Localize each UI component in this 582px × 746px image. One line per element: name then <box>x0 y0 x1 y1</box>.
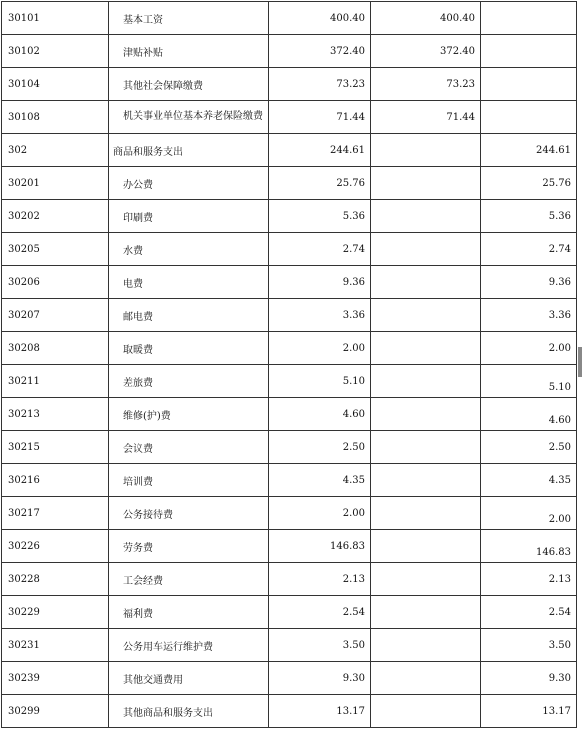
account-name-cell <box>109 134 269 167</box>
project-expenditure-cell <box>481 233 577 266</box>
project-expenditure: 9.30 <box>548 672 571 684</box>
account-name-cell <box>109 167 269 200</box>
project-expenditure: 13.17 <box>542 705 571 717</box>
account-name-cell <box>109 497 269 530</box>
basic-expenditure-cell <box>371 2 481 35</box>
account-code-cell <box>2 530 109 563</box>
table-row <box>2 35 577 68</box>
account-name: 其他商品和服务支出 <box>123 707 213 719</box>
total-amount: 4.60 <box>342 408 365 420</box>
account-name-cell <box>109 200 269 233</box>
account-name: 取暖费 <box>123 344 153 356</box>
account-code-cell <box>2 629 109 662</box>
project-expenditure-cell <box>481 101 577 134</box>
account-code-cell <box>2 299 109 332</box>
basic-expenditure: 400.40 <box>440 12 475 24</box>
basic-expenditure-cell <box>371 695 481 728</box>
table-row <box>2 2 577 35</box>
project-expenditure: 3.50 <box>548 639 571 651</box>
total-amount: 146.83 <box>330 540 365 552</box>
project-expenditure: 2.00 <box>548 342 571 354</box>
account-code-cell <box>2 332 109 365</box>
account-code-cell <box>2 398 109 431</box>
table-row <box>2 167 577 200</box>
account-name-cell <box>109 596 269 629</box>
account-name-cell <box>109 233 269 266</box>
basic-expenditure-cell <box>371 266 481 299</box>
account-name: 其他交通费用 <box>123 674 183 686</box>
total-amount: 13.17 <box>336 705 365 717</box>
account-name: 差旅费 <box>123 377 153 389</box>
total-amount: 71.44 <box>336 111 365 123</box>
table-row <box>2 497 577 530</box>
total-amount-cell <box>269 101 371 134</box>
account-code-cell <box>2 431 109 464</box>
basic-expenditure-cell <box>371 596 481 629</box>
basic-expenditure-cell <box>371 68 481 101</box>
project-expenditure-cell <box>481 398 577 431</box>
total-amount-cell <box>269 200 371 233</box>
total-amount-cell <box>269 629 371 662</box>
total-amount-cell <box>269 596 371 629</box>
project-expenditure-cell <box>481 695 577 728</box>
project-expenditure-cell <box>481 365 577 398</box>
basic-expenditure-cell <box>371 332 481 365</box>
table-row <box>2 662 577 695</box>
account-name: 福利费 <box>123 608 153 620</box>
account-code: 30208 <box>8 342 40 354</box>
project-expenditure-cell <box>481 662 577 695</box>
account-code: 30108 <box>8 111 40 123</box>
project-expenditure: 2.50 <box>548 441 571 453</box>
account-code: 30239 <box>8 672 40 684</box>
basic-expenditure-cell <box>371 167 481 200</box>
total-amount-cell <box>269 266 371 299</box>
total-amount-cell <box>269 35 371 68</box>
account-name: 劳务费 <box>123 542 153 554</box>
account-name: 邮电费 <box>123 311 153 323</box>
total-amount: 2.74 <box>342 243 365 255</box>
account-name-cell <box>109 662 269 695</box>
project-expenditure: 25.76 <box>542 177 571 189</box>
account-name: 电费 <box>123 278 143 290</box>
account-code: 30231 <box>8 639 40 651</box>
total-amount-cell <box>269 233 371 266</box>
project-expenditure-cell <box>481 68 577 101</box>
account-code: 30207 <box>8 309 40 321</box>
project-expenditure-cell <box>481 299 577 332</box>
project-expenditure-cell <box>481 596 577 629</box>
table-row <box>2 200 577 233</box>
account-name-cell <box>109 629 269 662</box>
basic-expenditure: 372.40 <box>440 45 475 57</box>
account-name: 津贴补贴 <box>123 47 163 59</box>
basic-expenditure-cell <box>371 662 481 695</box>
project-expenditure: 4.60 <box>548 414 571 426</box>
total-amount: 2.13 <box>342 573 365 585</box>
total-amount-cell <box>269 431 371 464</box>
total-amount: 2.50 <box>342 441 365 453</box>
project-expenditure: 2.54 <box>548 606 571 618</box>
account-code-cell <box>2 464 109 497</box>
scroll-marker <box>578 347 582 377</box>
account-name-cell <box>109 530 269 563</box>
account-name: 会议费 <box>123 443 153 455</box>
table-row <box>2 365 577 398</box>
total-amount-cell <box>269 332 371 365</box>
project-expenditure-cell <box>481 167 577 200</box>
account-name-cell <box>109 299 269 332</box>
project-expenditure: 3.36 <box>548 309 571 321</box>
account-code-cell <box>2 266 109 299</box>
account-code: 30213 <box>8 408 40 420</box>
total-amount: 2.00 <box>342 507 365 519</box>
account-code: 30101 <box>8 12 40 24</box>
project-expenditure-cell <box>481 2 577 35</box>
account-code-cell <box>2 101 109 134</box>
account-name-cell <box>109 365 269 398</box>
account-name-cell <box>109 101 269 134</box>
account-code-cell <box>2 497 109 530</box>
budget-expenditure-table <box>1 1 577 728</box>
basic-expenditure-cell <box>371 101 481 134</box>
account-code: 30229 <box>8 606 40 618</box>
total-amount: 372.40 <box>330 45 365 57</box>
account-code: 30102 <box>8 45 40 57</box>
basic-expenditure-cell <box>371 200 481 233</box>
project-expenditure-cell <box>481 266 577 299</box>
table-body <box>2 2 577 728</box>
account-name-cell <box>109 563 269 596</box>
table-row <box>2 596 577 629</box>
project-expenditure-cell <box>481 35 577 68</box>
account-code-cell <box>2 596 109 629</box>
total-amount-cell <box>269 497 371 530</box>
account-name: 其他社会保障缴费 <box>123 80 203 92</box>
basic-expenditure: 71.44 <box>446 111 475 123</box>
total-amount-cell <box>269 530 371 563</box>
basic-expenditure-cell <box>371 398 481 431</box>
account-code: 302 <box>8 144 28 156</box>
project-expenditure-cell <box>481 464 577 497</box>
table-row <box>2 629 577 662</box>
total-amount: 2.00 <box>342 342 365 354</box>
total-amount: 3.50 <box>342 639 365 651</box>
project-expenditure: 9.36 <box>548 276 571 288</box>
account-code: 30226 <box>8 540 40 552</box>
total-amount-cell <box>269 134 371 167</box>
account-name-cell <box>109 332 269 365</box>
table-row <box>2 530 577 563</box>
project-expenditure: 5.10 <box>548 381 571 393</box>
account-code-cell <box>2 68 109 101</box>
basic-expenditure-cell <box>371 233 481 266</box>
total-amount: 400.40 <box>330 12 365 24</box>
account-code: 30228 <box>8 573 40 585</box>
account-code: 30215 <box>8 441 40 453</box>
account-code: 30217 <box>8 507 40 519</box>
total-amount: 2.54 <box>342 606 365 618</box>
project-expenditure-cell <box>481 563 577 596</box>
basic-expenditure-cell <box>371 365 481 398</box>
project-expenditure-cell <box>481 629 577 662</box>
total-amount-cell <box>269 398 371 431</box>
total-amount: 9.30 <box>342 672 365 684</box>
total-amount: 25.76 <box>336 177 365 189</box>
account-code-cell <box>2 2 109 35</box>
account-code: 30104 <box>8 78 40 90</box>
table-row <box>2 332 577 365</box>
total-amount: 9.36 <box>342 276 365 288</box>
account-name: 机关事业单位基本养老保险缴费 <box>123 111 263 122</box>
table-row <box>2 134 577 167</box>
account-name: 基本工资 <box>123 14 163 26</box>
account-code: 30216 <box>8 474 40 486</box>
basic-expenditure-cell <box>371 431 481 464</box>
account-code-cell <box>2 167 109 200</box>
account-code-cell <box>2 662 109 695</box>
account-code-cell <box>2 695 109 728</box>
account-name-cell <box>109 695 269 728</box>
total-amount: 4.35 <box>342 474 365 486</box>
table-row <box>2 101 577 134</box>
account-name-cell <box>109 464 269 497</box>
project-expenditure: 2.00 <box>548 513 571 525</box>
total-amount-cell <box>269 365 371 398</box>
total-amount-cell <box>269 2 371 35</box>
account-code: 30201 <box>8 177 40 189</box>
total-amount-cell <box>269 68 371 101</box>
total-amount: 244.61 <box>330 144 365 156</box>
account-name: 维修(护)费 <box>123 410 171 422</box>
project-expenditure: 5.36 <box>548 210 571 222</box>
account-code: 30211 <box>8 375 40 387</box>
total-amount: 73.23 <box>336 78 365 90</box>
project-expenditure-cell <box>481 200 577 233</box>
total-amount-cell <box>269 662 371 695</box>
account-name: 商品和服务支出 <box>113 146 183 158</box>
total-amount-cell <box>269 563 371 596</box>
table-row <box>2 299 577 332</box>
account-name: 公务接待费 <box>123 509 173 521</box>
account-name-cell <box>109 431 269 464</box>
table-row <box>2 68 577 101</box>
project-expenditure: 2.74 <box>548 243 571 255</box>
account-code-cell <box>2 365 109 398</box>
account-name-cell <box>109 68 269 101</box>
project-expenditure: 146.83 <box>536 546 571 558</box>
account-name-cell <box>109 266 269 299</box>
account-code-cell <box>2 563 109 596</box>
account-code: 30299 <box>8 705 40 717</box>
total-amount-cell <box>269 464 371 497</box>
account-code-cell <box>2 233 109 266</box>
account-code: 30205 <box>8 243 40 255</box>
basic-expenditure-cell <box>371 563 481 596</box>
account-name-cell <box>109 35 269 68</box>
total-amount: 5.36 <box>342 210 365 222</box>
project-expenditure-cell <box>481 332 577 365</box>
account-name-cell <box>109 398 269 431</box>
account-code: 30202 <box>8 210 40 222</box>
total-amount-cell <box>269 695 371 728</box>
basic-expenditure-cell <box>371 299 481 332</box>
table-row <box>2 695 577 728</box>
table-row <box>2 464 577 497</box>
account-code-cell <box>2 35 109 68</box>
table-row <box>2 266 577 299</box>
account-name: 印刷费 <box>123 212 153 224</box>
project-expenditure-cell <box>481 134 577 167</box>
project-expenditure: 4.35 <box>548 474 571 486</box>
basic-expenditure-cell <box>371 35 481 68</box>
account-code: 30206 <box>8 276 40 288</box>
table-row <box>2 563 577 596</box>
project-expenditure-cell <box>481 530 577 563</box>
total-amount-cell <box>269 299 371 332</box>
total-amount: 3.36 <box>342 309 365 321</box>
total-amount-cell <box>269 167 371 200</box>
account-name: 培训费 <box>123 476 153 488</box>
total-amount: 5.10 <box>342 375 365 387</box>
account-name: 公务用车运行维护费 <box>123 641 213 653</box>
table-row <box>2 431 577 464</box>
account-name: 办公费 <box>123 179 153 191</box>
table-row <box>2 233 577 266</box>
account-code-cell <box>2 200 109 233</box>
account-name: 水费 <box>123 245 143 257</box>
account-name: 工会经费 <box>123 575 163 587</box>
project-expenditure-cell <box>481 431 577 464</box>
account-code-cell <box>2 134 109 167</box>
basic-expenditure-cell <box>371 530 481 563</box>
project-expenditure: 244.61 <box>536 144 571 156</box>
project-expenditure: 2.13 <box>548 573 571 585</box>
account-name-cell <box>109 2 269 35</box>
table-row <box>2 398 577 431</box>
project-expenditure-cell <box>481 497 577 530</box>
basic-expenditure-cell <box>371 134 481 167</box>
basic-expenditure-cell <box>371 464 481 497</box>
basic-expenditure-cell <box>371 629 481 662</box>
basic-expenditure-cell <box>371 497 481 530</box>
basic-expenditure: 73.23 <box>446 78 475 90</box>
